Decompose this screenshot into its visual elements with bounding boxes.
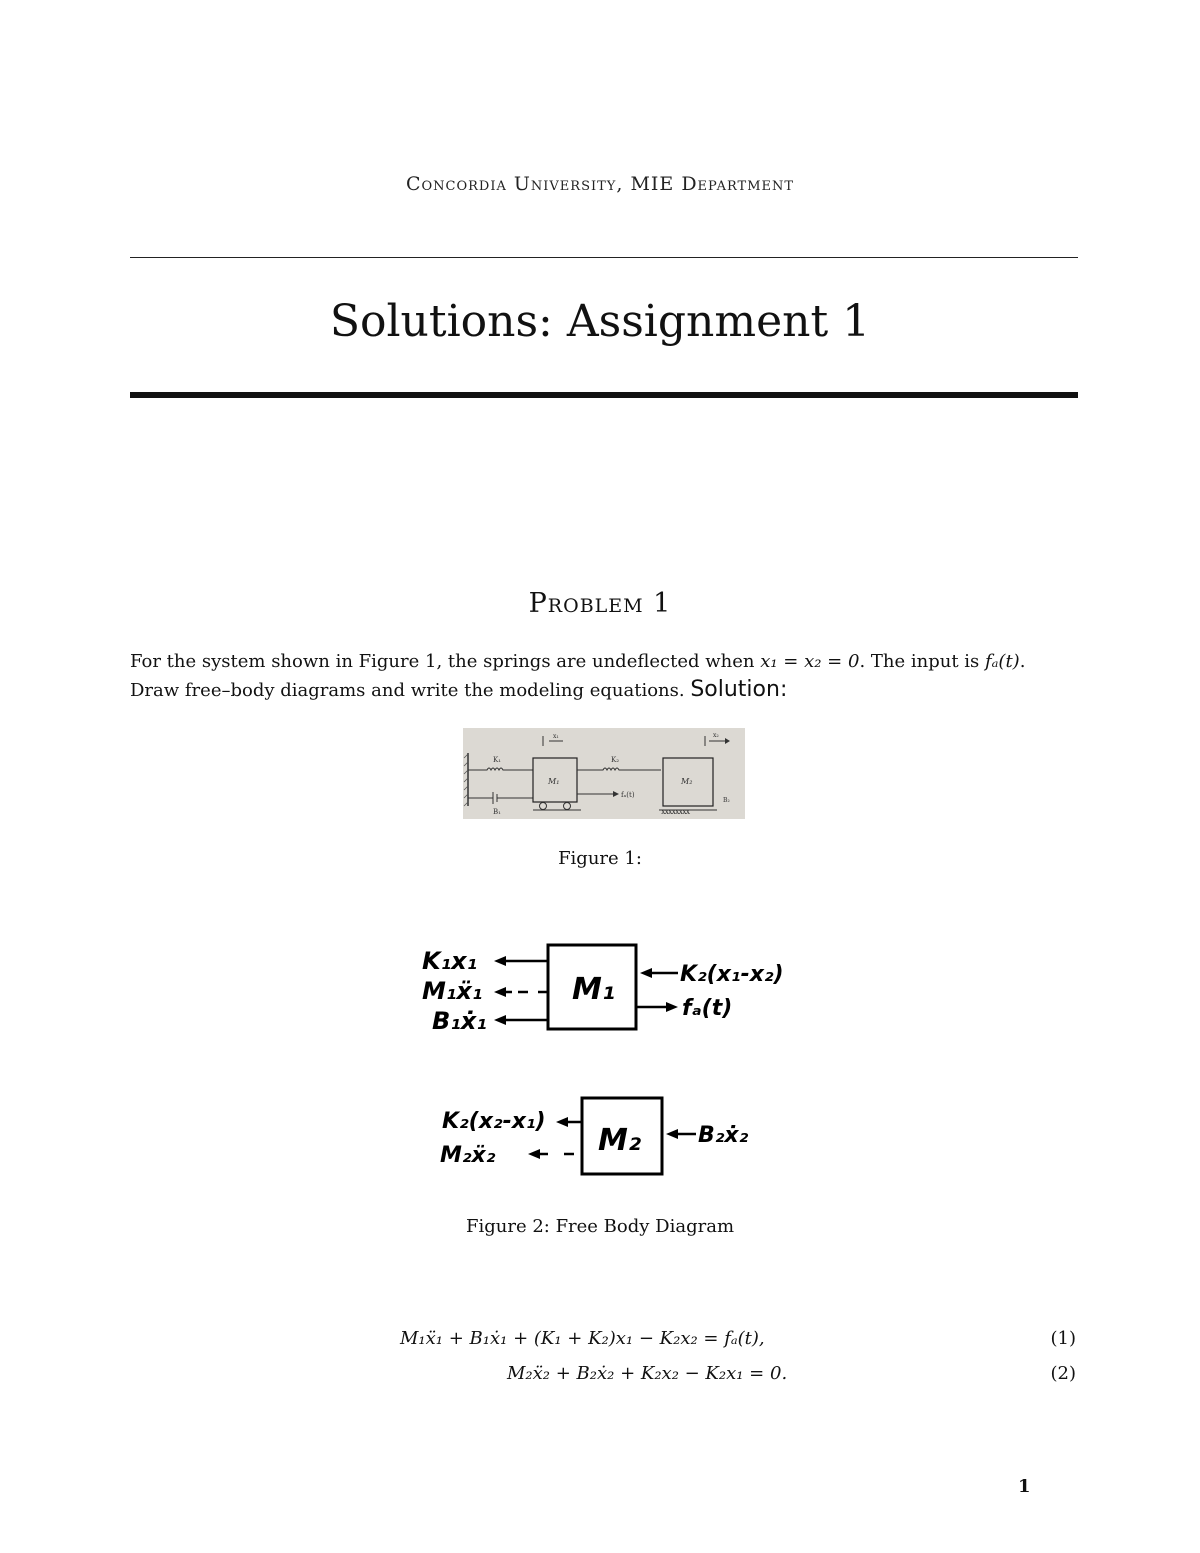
figure-1-caption: Figure 1: bbox=[558, 848, 642, 869]
fig1-b2-label: B₂ bbox=[723, 797, 730, 804]
fbd-m1-spring-force: K₁x₁ bbox=[422, 947, 478, 975]
solution-label: Solution: bbox=[690, 677, 788, 702]
fig1-k2-label: K₂ bbox=[611, 756, 620, 764]
equation-2: M₂ẍ₂ + B₂ẋ₂ + K₂x₂ − K₂x₁ = 0. bbox=[507, 1363, 788, 1384]
header-department: Concordia University, MIE Department bbox=[405, 173, 795, 195]
figure-2-caption: Figure 2: Free Body Diagram bbox=[465, 1216, 735, 1237]
fbd-m2-inertia-force: M₂ẍ₂ bbox=[440, 1143, 496, 1168]
fbd-m2-mass-label: M₂ bbox=[598, 1123, 641, 1158]
fig1-x1-label: x₁ bbox=[553, 733, 559, 740]
fbd-m2-coupling-force: K₂(x₂-x₁) bbox=[442, 1109, 546, 1134]
fbd-m1-diagram bbox=[420, 935, 790, 1040]
equation-1: M₁ẍ₁ + B₁ẋ₁ + (K₁ + K₂)x₁ − K₂x₂ = fₐ(t), bbox=[400, 1328, 765, 1349]
problem-statement bbox=[130, 648, 1078, 705]
header-rule bbox=[130, 257, 1078, 258]
page-number: 1 bbox=[1018, 1476, 1031, 1497]
fig1-force-label: fₐ(t) bbox=[621, 791, 635, 799]
problem-text-part-3: . Draw free–body diagrams and write the modeling equations. bbox=[130, 651, 1026, 701]
page-title: Solutions: Assignment 1 bbox=[329, 296, 871, 347]
fbd-m1-inertia-force: M₁ẍ₁ bbox=[422, 977, 483, 1005]
fig1-x2-label: x₂ bbox=[713, 732, 719, 739]
fig1-b1-label: B₁ bbox=[493, 808, 501, 816]
equation-2-number: (2) bbox=[1050, 1363, 1076, 1384]
fbd-m1-coupling-force: K₂(x₁-x₂) bbox=[680, 962, 784, 987]
fbd-m2-damper-force: B₂ẋ₂ bbox=[698, 1123, 749, 1148]
title-rule bbox=[130, 392, 1078, 398]
fbd-m1-mass-label: M₁ bbox=[572, 972, 615, 1007]
problem-math-2: fₐ(t) bbox=[985, 651, 1020, 672]
equation-1-number: (1) bbox=[1050, 1328, 1076, 1349]
problem-text-part-1: For the system shown in Figure 1, the springs are undeflected when bbox=[130, 651, 761, 672]
fbd-m1-applied-force: fₐ(t) bbox=[682, 996, 733, 1021]
fig1-m1-label: M₁ bbox=[548, 777, 560, 786]
figure-1-schematic bbox=[463, 728, 745, 819]
fbd-m2-diagram bbox=[430, 1090, 790, 1180]
svg-text:xxxxxxxx: xxxxxxxx bbox=[661, 807, 690, 816]
fig1-k1-label: K₁ bbox=[493, 756, 502, 764]
problem-text-part-2: . The input is bbox=[859, 651, 985, 672]
problem-math-1: x₁ = x₂ = 0 bbox=[760, 651, 860, 672]
fbd-m1-damper-force: B₁ẋ₁ bbox=[432, 1007, 487, 1035]
problem-heading: Problem 1 bbox=[528, 588, 672, 619]
fig1-m2-label: M₂ bbox=[681, 777, 693, 786]
